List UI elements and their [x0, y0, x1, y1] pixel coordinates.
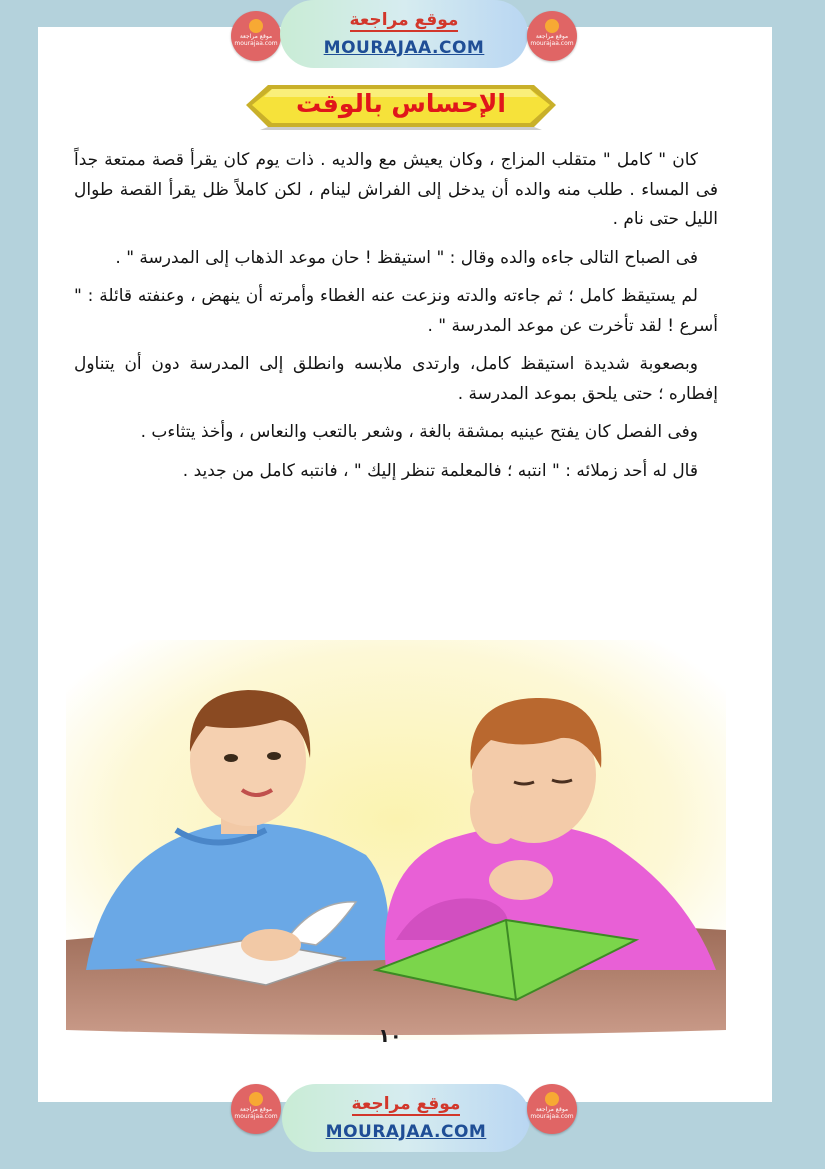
story-text [74, 146, 718, 495]
paragraph-6: قال له أحد زملائه : " انتبه ؛ فالمعلمة تنظر إليك " ، فانتبه كامل من جديد . [182, 460, 698, 481]
watermark-english: MOURAJAA.COM [323, 38, 485, 58]
watermark-arabic: موقع مراجعة [349, 10, 459, 30]
logo-mark-icon [249, 1092, 263, 1106]
paragraph-1: كان " كامل " متقلب المزاج ، وكان يعيش مع والديه . ذات يوم كان يقرأ قصة ممتعة جداً فى المساء . طلب منه والده أن يدخل إلى الفراش لينام ، لكن كاملاً ظل يقرأ القصة طوال الليل حتى نام . [74, 150, 718, 229]
paragraph-5: وفى الفصل كان يفتح عينيه بمشقة بالغة ، وشعر بالتعب والنعاس ، وأخذ يتثاءب . [140, 422, 698, 442]
watermark-arabic: موقع مراجعة [351, 1094, 461, 1114]
badge-text: موقع مراجعة mourajaa.com [234, 33, 278, 47]
boys-reading-illustration [66, 640, 726, 1040]
paragraph-3: لم يستيقظ كامل ؛ ثم جاءته والدته ونزعت عنه الغطاء وأمرته أن ينهض ، وعنفته قائلة : " أسرع ! لقد تأخرت عن موعد المدرسة " . [74, 286, 718, 336]
mourajaa-logo-left-top [231, 11, 281, 61]
mourajaa-logo-left-bottom [231, 1084, 281, 1134]
watermark-banner-bottom[interactable] [282, 1084, 530, 1152]
story-illustration [66, 640, 726, 1040]
badge-text: موقع مراجعة mourajaa.com [530, 33, 574, 47]
watermark-english: MOURAJAA.COM [325, 1122, 487, 1142]
logo-mark-icon [545, 19, 559, 33]
logo-mark-icon [545, 1092, 559, 1106]
badge-text: موقع مراجعة mourajaa.com [234, 1106, 278, 1120]
paragraph-4: وبصعوبة شديدة استيقظ كامل، وارتدى ملابسه وانطلق إلى المدرسة دون أن يتناول إفطاره ؛ حتى يلحق بموعد المدرسة . [74, 354, 718, 404]
mourajaa-logo-right-top [527, 11, 577, 61]
page-number: ١٠ [378, 1025, 402, 1047]
badge-text: موقع مراجعة mourajaa.com [530, 1106, 574, 1120]
page-title: الإحساس بالوقت [296, 89, 506, 118]
watermark-banner-top[interactable] [280, 0, 528, 68]
mourajaa-logo-right-bottom [527, 1084, 577, 1134]
title-ribbon [242, 83, 560, 131]
logo-mark-icon [249, 19, 263, 33]
paragraph-2: فى الصباح التالى جاءه والده وقال : " استيقظ ! حان موعد الذهاب إلى المدرسة " . [115, 247, 698, 268]
